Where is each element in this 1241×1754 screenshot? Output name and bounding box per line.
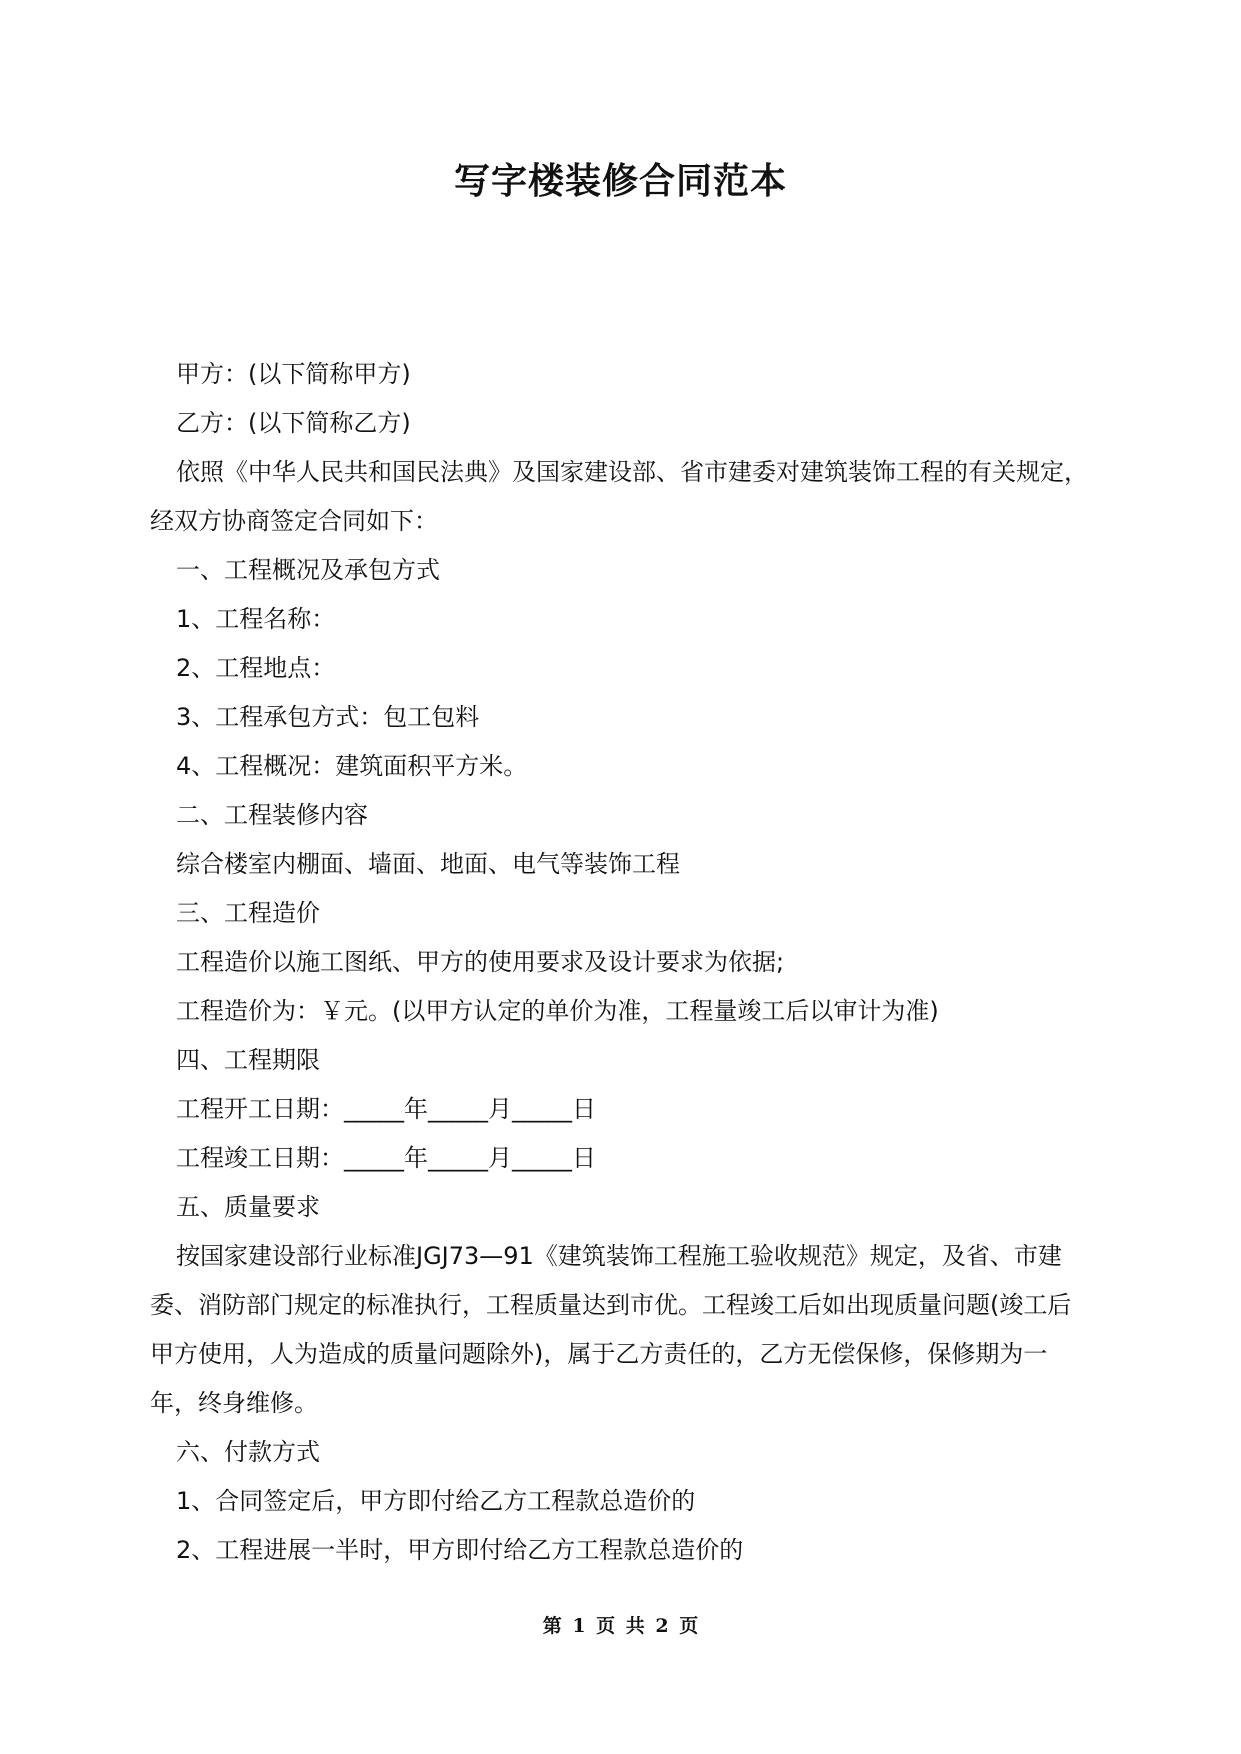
paragraph-quality-requirements: 按国家建设部行业标准JGJ73—91《建筑装饰工程施工验收规范》规定，及省、市建委、消防部门规定的标准执行，工程质量达到市优。工程竣工后如出现质量问题(竣工后甲方使用，人为造成的质量问题除外)，属于乙方责任的，乙方无偿保修，保修期为一年，终身维修。: [150, 1242, 1072, 1417]
paragraph-cost-amount: 工程造价为：￥元。(以甲方认定的单价为准，工程量竣工后以审计为准): [176, 997, 939, 1025]
paragraph-party-a: 甲方：(以下简称甲方): [176, 360, 411, 388]
document-body: [150, 350, 1090, 1575]
section-heading-3: 三、工程造价: [176, 899, 320, 927]
paragraph-decoration-content: 综合楼室内棚面、墙面、地面、电气等装饰工程: [176, 850, 680, 878]
paragraph-payment-1: 1、合同签定后，甲方即付给乙方工程款总造价的: [176, 1487, 696, 1515]
paragraph-start-date: 工程开工日期：_____年_____月_____日: [176, 1095, 596, 1123]
paragraph-project-overview: 4、工程概况：建筑面积平方米。: [176, 752, 528, 780]
page-footer: 第 1 页 共 2 页: [542, 1615, 699, 1637]
section-heading-2: 二、工程装修内容: [176, 801, 368, 829]
section-heading-4: 四、工程期限: [176, 1046, 320, 1074]
section-heading-1: 一、工程概况及承包方式: [176, 556, 440, 584]
paragraph-end-date: 工程竣工日期：_____年_____月_____日: [176, 1144, 596, 1172]
paragraph-payment-2: 2、工程进展一半时，甲方即付给乙方工程款总造价的: [176, 1536, 744, 1564]
paragraph-party-b: 乙方：(以下简称乙方): [176, 409, 411, 437]
paragraph-contract-method: 3、工程承包方式：包工包料: [176, 703, 480, 731]
section-heading-5: 五、质量要求: [176, 1193, 320, 1221]
document-title: 写字楼装修合同范本: [453, 161, 787, 202]
paragraph-preamble: 依照《中华人民共和国民法典》及国家建设部、省市建委对建筑装饰工程的有关规定，经双方协商签定合同如下：: [150, 458, 1088, 535]
paragraph-project-location: 2、工程地点：: [176, 654, 336, 682]
section-heading-6: 六、付款方式: [176, 1438, 320, 1466]
paragraph-project-name: 1、工程名称：: [176, 605, 336, 633]
paragraph-cost-basis: 工程造价以施工图纸、甲方的使用要求及设计要求为依据;: [176, 948, 785, 976]
